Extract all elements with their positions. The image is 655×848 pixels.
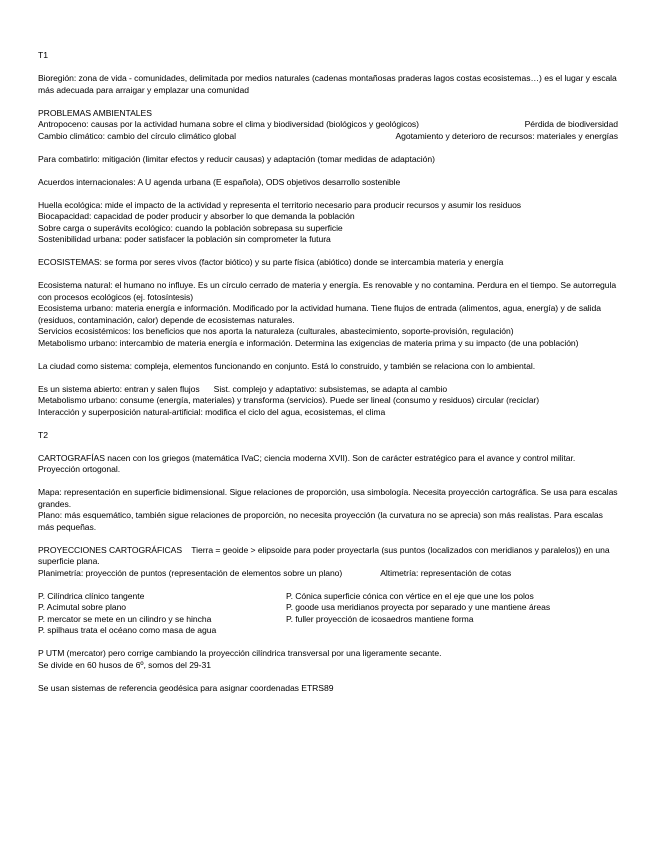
proyecciones-intro: PROYECCIONES CARTOGRÁFICAS Tierra = geoide > elipsoide para poder proyectarla (sus puntos (localizados con meridianos y paralelos)) en una superficie plana.	[38, 544, 612, 566]
utm-section	[38, 648, 618, 671]
sostenibilidad-line: Sostenibilidad urbana: poder satisfacer la población sin comprometer la futura	[38, 234, 331, 244]
ecosistemas-section	[38, 280, 618, 349]
proyecciones-section	[38, 545, 618, 580]
tipo-goode: P. goode usa meridianos proyecta por separado y une mantiene áreas	[286, 602, 551, 612]
mapa-paragraph: Mapa: representación en superficie bidimensional. Sigue relaciones de proporción, usa simbología. Necesita proyección cartográfica. Se usa para escalas grandes.	[38, 487, 618, 509]
utm-line-1: P UTM (mercator) pero corrige cambiando la proyección cilíndrica transversal por una ligeramente secante.	[38, 648, 442, 658]
cartografias-paragraph: CARTOGRAFÍAS nacen con los griegos (matemática IVaC; ciencia moderna XVII). Son de carácter estratégico para el avance y control militar. Proyección ortogonal.	[38, 452, 576, 474]
utm-line-2: Se divide en 60 husos de 6º, somos del 29-31	[38, 659, 211, 670]
antropoceno-text: Antropoceno: causas por la actividad humana sobre el clima y biodiversidad (biológicos y geológicos)	[38, 119, 419, 129]
sistema-abierto-text: Es un sistema abierto: entran y salen flujos	[38, 383, 200, 394]
biocapacidad-line: Biocapacidad: capacidad de poder producir y absorber lo que demanda la población	[38, 211, 355, 221]
ecosistemas-definition: ECOSISTEMAS: se forma por seres vivos (factor biótico) y su parte física (abiótico) donde se intercambia materia y energía	[38, 257, 504, 267]
cambio-text: Cambio climático: cambio del círculo climático global	[38, 130, 236, 141]
ecosistema-urbano-paragraph: Ecosistema urbano: materia energía e información. Modificado por la actividad humana. Tiene flujos de entrada (alimentos, agua, energía) y de salida (residuos, contaminación, calor) depende de ecosistemas naturales.	[38, 303, 601, 325]
plano-paragraph: Plano: más esquemático, también sigue relaciones de proporción, no necesita proyección (la curvatura no se aprecia) son más realistas. Para escalas más pequeñas.	[38, 510, 603, 532]
ciudad-paragraph: La ciudad como sistema: compleja, elementos funcionando en conjunto. Está lo construido, y también se relaciona con lo ambiental.	[38, 360, 536, 371]
tipo-cilindrica: P. Cilíndrica clínico tangente	[38, 590, 145, 601]
agotamiento-text: Agotamiento y deterioro de recursos: materiales y energías	[395, 130, 618, 141]
altimetria-text: Altimetría: representación de cotas	[380, 567, 512, 578]
problemas-row-2	[38, 131, 618, 143]
etrs-paragraph: Se usan sistemas de referencia geodésica para asignar coordenadas ETRS89	[38, 682, 334, 693]
perdida-text: Pérdida de biodiversidad	[524, 119, 618, 129]
bioregion-paragraph: Bioregión: zona de vida - comunidades, delimitada por medios naturales (cadenas montañosas praderas lagos costas ecosistemas…) es el lugar y escala más adecuada para arraigar y emplazar una comunidad	[38, 73, 617, 95]
tipo-fuller: P. fuller proyección de icosaedros mantiene forma	[286, 613, 474, 624]
huella-section	[38, 200, 618, 246]
mapa-section	[38, 487, 618, 533]
problemas-heading: PROBLEMAS AMBIENTALES	[38, 107, 152, 118]
servicios-ecosistemicos-paragraph: Servicios ecosistémicos: los beneficios que nos aporta la naturaleza (culturales, abastecimiento, soporte-provisión, regulación)	[38, 326, 514, 336]
huella-line: Huella ecológica: mide el impacto de la actividad y representa el territorio necesario para producir recursos y asumir los residuos	[38, 199, 522, 210]
planimetria-text: Planimetría: proyección de puntos (representación de elementos sobre un plano)	[38, 567, 343, 578]
combatirlo-paragraph: Para combatirlo: mitigación (limitar efectos y reducir causas) y adaptación (tomar medidas de adaptación)	[38, 153, 435, 164]
planimetria-row	[38, 568, 618, 580]
sistema-row	[38, 384, 618, 396]
ecosistema-natural-paragraph: Ecosistema natural: el humano no influye. Es un círculo cerrado de materia y energía. Es renovable y no contamina. Perdura en el tiempo. Se autorregula con procesos ecológicos (ej. fotosíntesis)	[38, 280, 617, 302]
tipos-proyeccion-grid	[38, 591, 618, 637]
tipo-empty	[286, 625, 618, 637]
sobrecarga-line: Sobre carga o superávits ecológico: cuando la población sobrepasa su superficie	[38, 222, 343, 233]
t1-heading: T1	[38, 50, 48, 60]
acuerdos-paragraph: Acuerdos internacionales: A U agenda urbana (E española), ODS objetivos desarrollo sostenible	[38, 176, 401, 187]
interaccion-line: Interacción y superposición natural-artificial: modifica el ciclo del agua, ecosistemas, el clima	[38, 406, 386, 417]
metabolismo-urbano-paragraph: Metabolismo urbano: intercambio de materia energía e información. Determina las exigencias de materia prima y su impacto (de una población)	[38, 337, 579, 348]
sistema-section	[38, 384, 618, 419]
t2-heading: T2	[38, 429, 48, 440]
tipo-mercator: P. mercator se mete en un cilindro y se hincha	[38, 613, 212, 624]
tipo-acimutal: P. Acimutal sobre plano	[38, 602, 127, 612]
tipo-conica: P. Cónica superficie cónica con vértice en el eje que une los polos	[286, 590, 534, 601]
document-page	[38, 50, 618, 694]
problemas-section	[38, 108, 618, 143]
problemas-row-1	[38, 119, 618, 131]
tipo-spilhaus: P. spilhaus trata el océano como masa de agua	[38, 625, 217, 635]
metabolismo-line: Metabolismo urbano: consume (energía, materiales) y transforma (servicios). Puede ser lineal (consumo y residuos) circular (reciclar)	[38, 395, 540, 405]
sistema-complejo-text: Sist. complejo y adaptativo: subsistemas, se adapta al cambio	[213, 383, 448, 394]
